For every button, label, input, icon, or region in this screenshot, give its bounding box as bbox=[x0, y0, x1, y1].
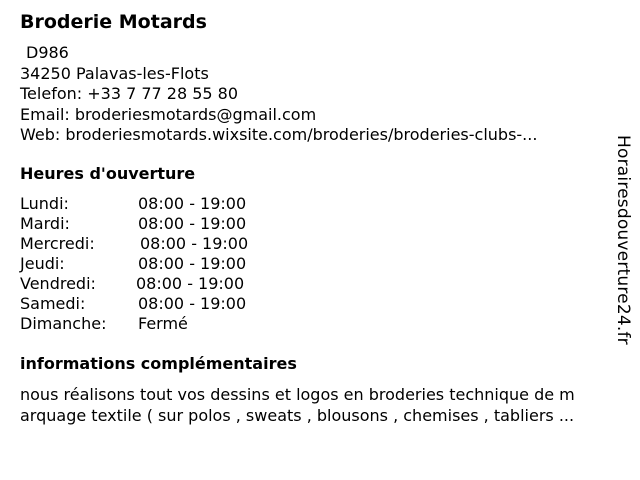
business-name: Broderie Motards bbox=[20, 11, 207, 33]
time-value: 08:00 - 19:00 bbox=[138, 214, 247, 233]
additional-info-title: informations complémentaires bbox=[20, 354, 297, 373]
contact-block bbox=[20, 43, 600, 146]
city-address: 34250 Palavas-les-Flots bbox=[20, 63, 209, 83]
additional-info-text bbox=[20, 384, 630, 426]
hours-row-tuesday bbox=[20, 214, 320, 234]
time-value: 08:00 - 19:00 bbox=[138, 194, 247, 213]
hours-row-wednesday bbox=[20, 234, 320, 254]
day-label: Mercredi: bbox=[20, 234, 95, 253]
hours-row-sunday bbox=[20, 314, 320, 334]
website-link[interactable]: Web: broderiesmotards.wixsite.com/broderies/broderies-clubs-... bbox=[20, 125, 538, 144]
day-label: Dimanche: bbox=[20, 314, 107, 333]
time-value: 08:00 - 19:00 bbox=[140, 234, 249, 253]
day-label: Vendredi: bbox=[20, 274, 96, 293]
day-label: Mardi: bbox=[20, 214, 70, 233]
day-label: Jeudi: bbox=[20, 254, 65, 273]
info-line: arquage textile ( sur polos , sweats , blousons , chemises , tabliers ... bbox=[20, 406, 575, 425]
email-address: Email: broderiesmotards@gmail.com bbox=[20, 104, 317, 124]
hours-row-saturday bbox=[20, 294, 320, 314]
hours-row-thursday bbox=[20, 254, 320, 274]
opening-hours-title: Heures d'ouverture bbox=[20, 164, 196, 183]
opening-hours-table bbox=[20, 194, 320, 334]
hours-row-monday bbox=[20, 194, 320, 214]
day-label: Lundi: bbox=[20, 194, 69, 213]
time-value: 08:00 - 19:00 bbox=[138, 294, 247, 313]
info-line: nous réalisons tout vos dessins et logos en broderies technique de m bbox=[20, 385, 575, 404]
time-value: 08:00 - 19:00 bbox=[138, 254, 247, 273]
time-value: 08:00 - 19:00 bbox=[136, 274, 245, 293]
day-label: Samedi: bbox=[20, 294, 86, 313]
time-value: Fermé bbox=[138, 314, 188, 333]
phone-number: Telefon: +33 7 77 28 55 80 bbox=[20, 84, 239, 103]
site-watermark: Horairesdouverture24.fr bbox=[613, 135, 633, 345]
hours-row-friday bbox=[20, 274, 320, 294]
street-address: D986 bbox=[26, 43, 69, 62]
